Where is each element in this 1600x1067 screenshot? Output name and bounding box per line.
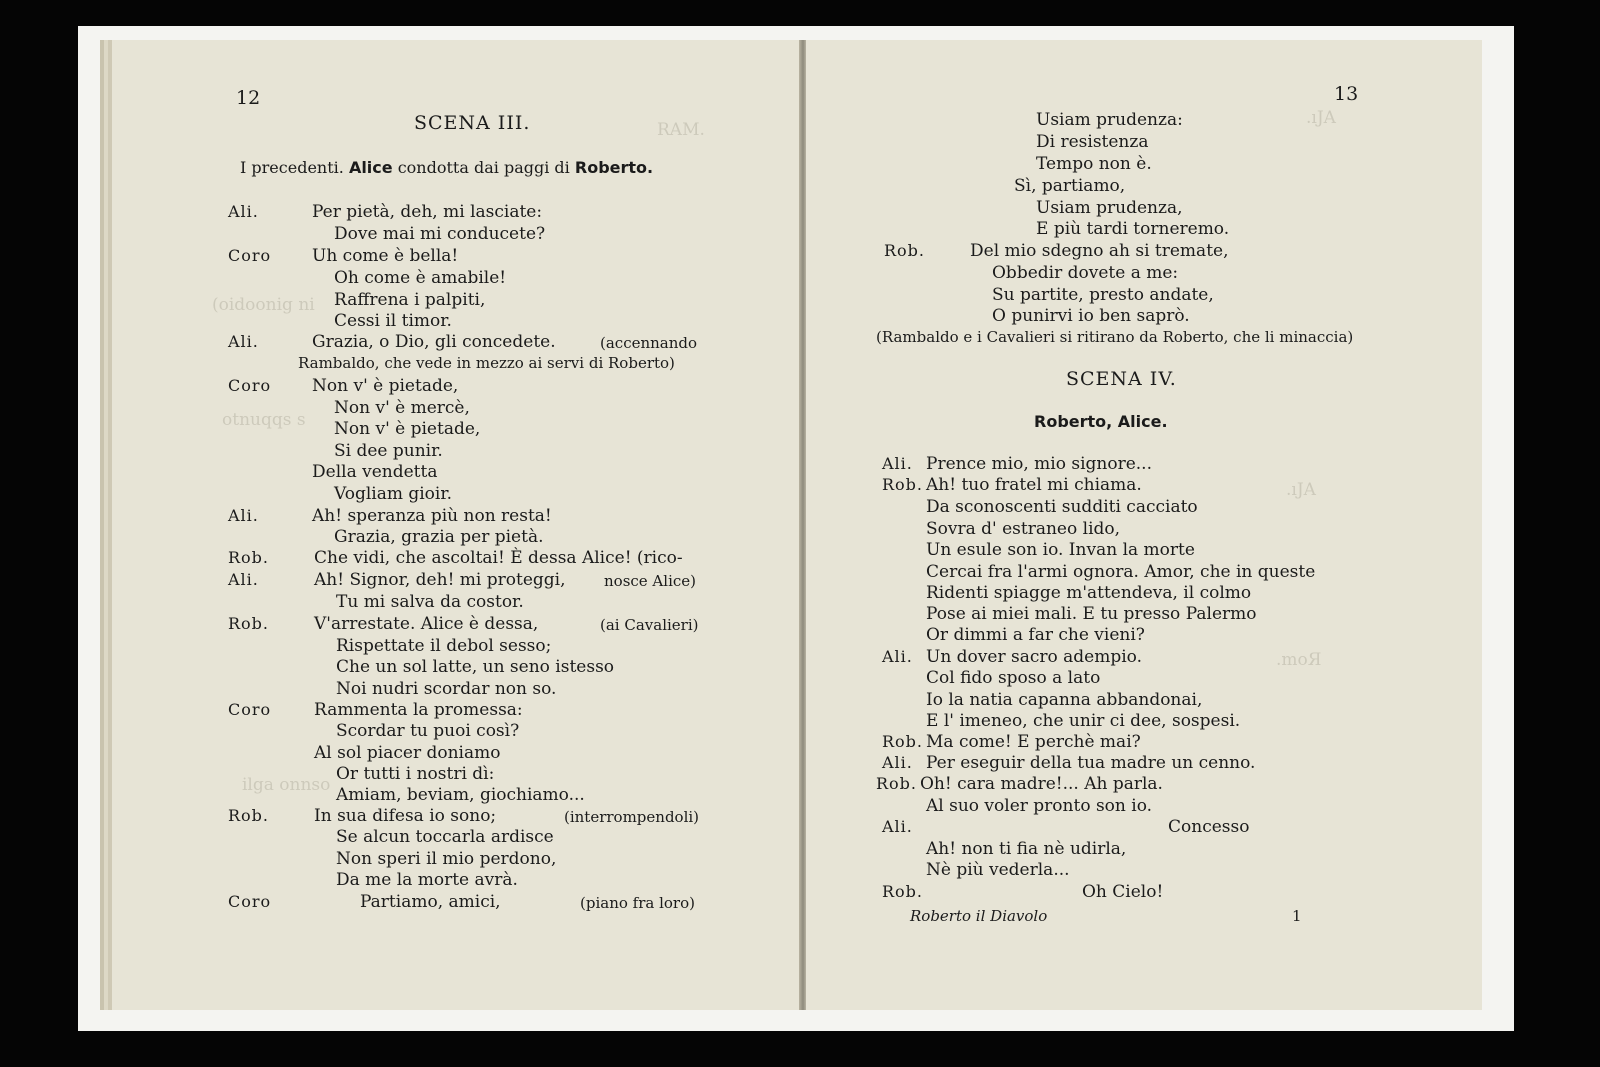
footer-title: Roberto il Diavolo <box>910 907 1048 925</box>
verse-line: Oh come è amabile! <box>334 268 507 288</box>
verse-line: Pose ai miei mali. E tu presso Palermo <box>926 604 1257 624</box>
verse-line: Non v' è pietade, <box>334 419 481 439</box>
verse-line: Un esule son io. Invan la morte <box>926 540 1195 560</box>
verse-line: Non v' è pietade, <box>312 376 459 396</box>
verse-line: Oh! cara madre!... Ah parla. <box>920 774 1163 794</box>
verse-line: Del mio sdegno ah si tremate, <box>970 241 1229 261</box>
verse-line: Ridenti spiagge m'attendeva, il colmo <box>926 583 1252 603</box>
stage-direction: (ai Cavalieri) <box>600 616 699 634</box>
verse-line: In sua difesa io sono; <box>314 806 497 826</box>
verse-line: Vogliam gioir. <box>334 484 453 504</box>
stage-direction: (piano fra loro) <box>580 894 695 912</box>
verse-line: Uh come è bella! <box>312 246 459 266</box>
right-page <box>806 40 1482 1010</box>
bleed-through: RAM. <box>657 120 705 140</box>
speaker-label: Rob. <box>884 241 926 260</box>
verse-line: Amiam, beviam, giochiamo... <box>336 785 585 805</box>
verse-line: Di resistenza <box>1036 132 1149 152</box>
speaker-label: Ali. <box>882 647 913 666</box>
bleed-through: .ıJA <box>1306 108 1336 128</box>
scene-characters: I precedenti. Alice condotta dai paggi di Roberto. <box>240 158 654 177</box>
speaker-label: Ali. <box>882 454 913 473</box>
verse-line: Da sconoscenti sudditi cacciato <box>926 497 1198 517</box>
verse-line: E più tardi torneremo. <box>1036 219 1230 239</box>
verse-line: Ah! tuo fratel mi chiama. <box>926 475 1142 495</box>
speaker-label: Ali. <box>228 332 259 351</box>
speaker-label: Rob. <box>876 774 918 793</box>
verse-line: Partiamo, amici, <box>360 892 501 912</box>
verse-line: Che vidi, che ascoltai! È dessa Alice! (rico- <box>314 548 683 568</box>
verse-line: Grazia, o Dio, gli concedete. <box>312 332 556 352</box>
verse-line: Scordar tu puoi così? <box>336 721 520 741</box>
speaker-label: Ali. <box>882 817 913 836</box>
stage-direction: nosce Alice) <box>604 572 696 590</box>
stage-direction: Rambaldo, che vede in mezzo ai servi di Roberto) <box>298 354 675 372</box>
speaker-label: Rob. <box>882 732 924 751</box>
verse-line: Concesso <box>1168 817 1250 837</box>
speaker-label: Coro <box>228 700 272 719</box>
verse-line: O punirvi io ben saprò. <box>992 306 1190 326</box>
speaker-label: Ali. <box>228 506 259 525</box>
verse-line: Ah! speranza più non resta! <box>312 506 552 526</box>
verse-line: Usiam prudenza: <box>1036 110 1183 130</box>
verse-line: E l' imeneo, che unir ci dee, sospesi. <box>926 711 1241 731</box>
speaker-label: Coro <box>228 376 272 395</box>
page-number: 12 <box>236 87 261 109</box>
verse-line: Rammenta la promessa: <box>314 700 523 720</box>
verse-line: Sovra d' estraneo lido, <box>926 519 1121 539</box>
bleed-through: otnuqqs s <box>222 410 306 430</box>
speaker-label: Coro <box>228 892 272 911</box>
verse-line: Per pietà, deh, mi lasciate: <box>312 202 543 222</box>
speaker-label: Coro <box>228 246 272 265</box>
verse-line: Cessi il timor. <box>334 311 452 331</box>
verse-line: Tempo non è. <box>1036 154 1152 174</box>
verse-line: Col fido sposo a lato <box>926 668 1101 688</box>
verse-line: Se alcun toccarla ardisce <box>336 827 554 847</box>
verse-line: Ah! non ti fia nè udirla, <box>926 839 1127 859</box>
verse-line: Or tutti i nostri dì: <box>336 764 495 784</box>
speaker-label: Ali. <box>228 570 259 589</box>
verse-line: Si dee punir. <box>334 441 443 461</box>
verse-line: Non speri il mio perdono, <box>336 849 557 869</box>
verse-line: Tu mi salva da costor. <box>336 592 524 612</box>
signature-mark: 1 <box>1292 907 1302 925</box>
bleed-through: (oidoonig ni <box>212 295 315 315</box>
verse-line: Un dover sacro adempio. <box>926 647 1142 667</box>
verse-line: Raffrena i palpiti, <box>334 290 486 310</box>
bleed-through: ilga onnso <box>242 775 331 795</box>
verse-line: Oh Cielo! <box>1082 882 1164 902</box>
verse-line: Obbedir dovete a me: <box>992 263 1179 283</box>
scene-characters: Roberto, Alice. <box>1034 412 1168 431</box>
verse-line: Nè più vederla... <box>926 860 1070 880</box>
stage-direction: (interrompendoli) <box>564 808 700 826</box>
verse-line: Noi nudri scordar non so. <box>336 679 557 699</box>
bleed-through: .moЯ <box>1276 650 1322 670</box>
page-number: 13 <box>1334 83 1359 105</box>
verse-line: Al suo voler pronto son io. <box>926 796 1153 816</box>
speaker-label: Rob. <box>228 806 270 825</box>
verse-line: V'arrestate. Alice è dessa, <box>314 614 539 634</box>
scene-title: SCENA III. <box>414 112 531 134</box>
verse-line: Che un sol latte, un seno istesso <box>336 657 615 677</box>
speaker-label: Rob. <box>882 475 924 494</box>
verse-line: Ma come! E perchè mai? <box>926 732 1141 752</box>
verse-line: Or dimmi a far che vieni? <box>926 625 1145 645</box>
speaker-label: Rob. <box>228 548 270 567</box>
verse-line: Prence mio, mio signore... <box>926 454 1152 474</box>
verse-line: Su partite, presto andate, <box>992 285 1214 305</box>
verse-line: Da me la morte avrà. <box>336 870 518 890</box>
verse-line: Al sol piacer doniamo <box>314 743 501 763</box>
left-page <box>112 40 800 1010</box>
verse-line: Dove mai mi conducete? <box>334 224 546 244</box>
speaker-label: Rob. <box>228 614 270 633</box>
bleed-through: .ıJA <box>1286 480 1316 500</box>
verse-line: Della vendetta <box>312 462 438 482</box>
stage-direction: (Rambaldo e i Cavalieri si ritirano da Roberto, che li minaccia) <box>876 328 1354 346</box>
verse-line: Per eseguir della tua madre un cenno. <box>926 753 1256 773</box>
verse-line: Cercai fra l'armi ognora. Amor, che in queste <box>926 562 1316 582</box>
stage-direction: (accennando <box>600 334 698 352</box>
speaker-label: Ali. <box>882 753 913 772</box>
verse-line: Io la natia capanna abbandonai, <box>926 690 1203 710</box>
verse-line: Ah! Signor, deh! mi proteggi, <box>314 570 566 590</box>
speaker-label: Rob. <box>882 882 924 901</box>
verse-line: Sì, partiamo, <box>1014 176 1126 196</box>
verse-line: Grazia, grazia per pietà. <box>334 527 544 547</box>
verse-line: Non v' è mercè, <box>334 398 470 418</box>
speaker-label: Ali. <box>228 202 259 221</box>
verse-line: Rispettate il debol sesso; <box>336 636 552 656</box>
verse-line: Usiam prudenza, <box>1036 198 1183 218</box>
scene-title: SCENA IV. <box>1066 368 1177 390</box>
